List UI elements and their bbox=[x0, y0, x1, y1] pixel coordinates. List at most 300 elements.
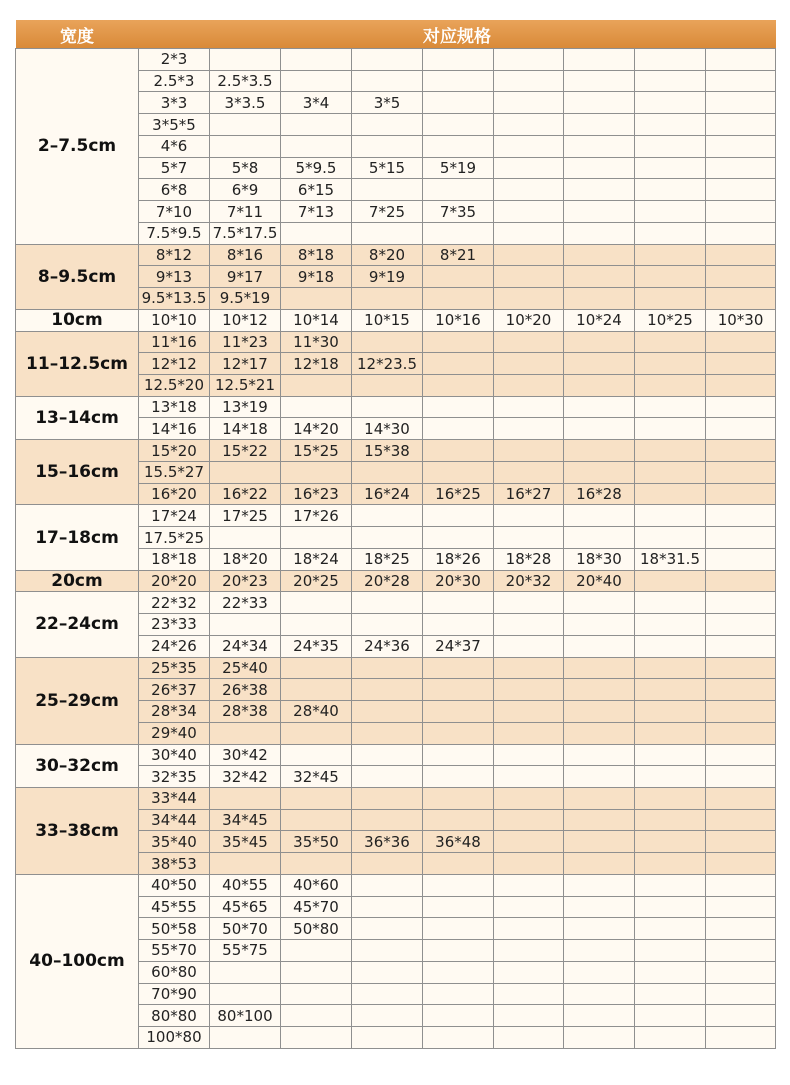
width-range-cell: 8–9.5cm bbox=[16, 244, 139, 309]
empty-cell bbox=[494, 983, 564, 1005]
empty-cell bbox=[423, 983, 494, 1005]
empty-cell bbox=[423, 657, 494, 679]
spec-cell: 14*18 bbox=[210, 418, 281, 440]
spec-cell: 7*13 bbox=[281, 201, 352, 223]
empty-cell bbox=[706, 375, 776, 397]
empty-cell bbox=[210, 614, 281, 636]
empty-cell bbox=[564, 657, 635, 679]
width-range-cell: 10cm bbox=[16, 309, 139, 331]
empty-cell bbox=[352, 896, 423, 918]
empty-cell bbox=[635, 375, 706, 397]
empty-cell bbox=[423, 179, 494, 201]
spec-cell: 14*30 bbox=[352, 418, 423, 440]
empty-cell bbox=[352, 222, 423, 244]
empty-cell bbox=[423, 440, 494, 462]
spec-cell: 10*10 bbox=[139, 309, 210, 331]
empty-cell bbox=[352, 809, 423, 831]
spec-cell: 24*35 bbox=[281, 635, 352, 657]
empty-cell bbox=[423, 940, 494, 962]
empty-cell bbox=[423, 961, 494, 983]
empty-cell bbox=[564, 896, 635, 918]
empty-cell bbox=[564, 49, 635, 71]
table-row bbox=[16, 244, 776, 266]
empty-cell bbox=[635, 70, 706, 92]
empty-cell bbox=[352, 288, 423, 310]
empty-cell bbox=[564, 918, 635, 940]
empty-cell bbox=[494, 201, 564, 223]
empty-cell bbox=[494, 701, 564, 723]
spec-cell: 5*7 bbox=[139, 157, 210, 179]
spec-cell: 2*3 bbox=[139, 49, 210, 71]
spec-cell: 15*22 bbox=[210, 440, 281, 462]
empty-cell bbox=[423, 266, 494, 288]
empty-cell bbox=[564, 288, 635, 310]
spec-cell: 30*40 bbox=[139, 744, 210, 766]
empty-cell bbox=[494, 744, 564, 766]
empty-cell bbox=[281, 288, 352, 310]
spec-cell: 10*14 bbox=[281, 309, 352, 331]
empty-cell bbox=[210, 49, 281, 71]
spec-cell: 28*38 bbox=[210, 701, 281, 723]
empty-cell bbox=[706, 766, 776, 788]
spec-cell: 18*18 bbox=[139, 548, 210, 570]
empty-cell bbox=[635, 396, 706, 418]
empty-cell bbox=[423, 809, 494, 831]
spec-cell: 7*25 bbox=[352, 201, 423, 223]
empty-cell bbox=[706, 722, 776, 744]
empty-cell bbox=[281, 461, 352, 483]
empty-cell bbox=[564, 353, 635, 375]
spec-column-header: 对应规格 bbox=[139, 20, 776, 49]
empty-cell bbox=[706, 114, 776, 136]
spec-cell: 16*23 bbox=[281, 483, 352, 505]
spec-cell: 9*19 bbox=[352, 266, 423, 288]
empty-cell bbox=[352, 679, 423, 701]
spec-cell: 9.5*19 bbox=[210, 288, 281, 310]
spec-cell: 28*40 bbox=[281, 701, 352, 723]
spec-cell: 14*16 bbox=[139, 418, 210, 440]
empty-cell bbox=[635, 1027, 706, 1049]
empty-cell bbox=[494, 92, 564, 114]
spec-cell: 9*13 bbox=[139, 266, 210, 288]
spec-cell: 30*42 bbox=[210, 744, 281, 766]
spec-cell: 50*80 bbox=[281, 918, 352, 940]
empty-cell bbox=[706, 657, 776, 679]
empty-cell bbox=[635, 440, 706, 462]
empty-cell bbox=[706, 179, 776, 201]
spec-cell: 7*11 bbox=[210, 201, 281, 223]
empty-cell bbox=[423, 701, 494, 723]
empty-cell bbox=[281, 49, 352, 71]
spec-cell: 7.5*9.5 bbox=[139, 222, 210, 244]
empty-cell bbox=[494, 635, 564, 657]
spec-cell: 40*55 bbox=[210, 874, 281, 896]
empty-cell bbox=[635, 114, 706, 136]
empty-cell bbox=[706, 744, 776, 766]
empty-cell bbox=[494, 1027, 564, 1049]
table-row bbox=[16, 440, 776, 462]
empty-cell bbox=[564, 527, 635, 549]
empty-cell bbox=[210, 135, 281, 157]
empty-cell bbox=[706, 1027, 776, 1049]
empty-cell bbox=[281, 809, 352, 831]
spec-cell: 29*40 bbox=[139, 722, 210, 744]
spec-cell: 20*28 bbox=[352, 570, 423, 592]
table-row bbox=[16, 396, 776, 418]
width-range-cell: 17–18cm bbox=[16, 505, 139, 570]
empty-cell bbox=[352, 461, 423, 483]
spec-cell: 34*45 bbox=[210, 809, 281, 831]
spec-cell: 8*18 bbox=[281, 244, 352, 266]
empty-cell bbox=[494, 222, 564, 244]
empty-cell bbox=[706, 461, 776, 483]
spec-cell: 5*9.5 bbox=[281, 157, 352, 179]
spec-cell: 7.5*17.5 bbox=[210, 222, 281, 244]
width-range-cell: 25–29cm bbox=[16, 657, 139, 744]
empty-cell bbox=[564, 787, 635, 809]
empty-cell bbox=[706, 505, 776, 527]
width-range-cell: 22–24cm bbox=[16, 592, 139, 657]
spec-cell: 20*23 bbox=[210, 570, 281, 592]
empty-cell bbox=[423, 1005, 494, 1027]
spec-cell: 16*28 bbox=[564, 483, 635, 505]
empty-cell bbox=[706, 809, 776, 831]
empty-cell bbox=[494, 179, 564, 201]
empty-cell bbox=[564, 440, 635, 462]
spec-cell: 4*6 bbox=[139, 135, 210, 157]
empty-cell bbox=[635, 635, 706, 657]
empty-cell bbox=[494, 787, 564, 809]
empty-cell bbox=[706, 331, 776, 353]
empty-cell bbox=[352, 179, 423, 201]
empty-cell bbox=[564, 92, 635, 114]
empty-cell bbox=[564, 114, 635, 136]
empty-cell bbox=[635, 266, 706, 288]
empty-cell bbox=[564, 201, 635, 223]
empty-cell bbox=[564, 766, 635, 788]
spec-cell: 10*30 bbox=[706, 309, 776, 331]
empty-cell bbox=[494, 722, 564, 744]
empty-cell bbox=[564, 874, 635, 896]
spec-cell: 35*40 bbox=[139, 831, 210, 853]
empty-cell bbox=[494, 766, 564, 788]
empty-cell bbox=[281, 114, 352, 136]
spec-cell: 17*26 bbox=[281, 505, 352, 527]
spec-cell: 40*50 bbox=[139, 874, 210, 896]
empty-cell bbox=[423, 918, 494, 940]
spec-cell: 13*19 bbox=[210, 396, 281, 418]
empty-cell bbox=[281, 70, 352, 92]
empty-cell bbox=[706, 396, 776, 418]
empty-cell bbox=[635, 918, 706, 940]
empty-cell bbox=[352, 1005, 423, 1027]
spec-cell: 18*28 bbox=[494, 548, 564, 570]
spec-cell: 8*16 bbox=[210, 244, 281, 266]
spec-cell: 11*23 bbox=[210, 331, 281, 353]
empty-cell bbox=[494, 896, 564, 918]
empty-cell bbox=[281, 614, 352, 636]
spec-cell: 32*45 bbox=[281, 766, 352, 788]
empty-cell bbox=[494, 918, 564, 940]
empty-cell bbox=[210, 1027, 281, 1049]
empty-cell bbox=[706, 201, 776, 223]
spec-cell: 45*65 bbox=[210, 896, 281, 918]
empty-cell bbox=[423, 505, 494, 527]
empty-cell bbox=[423, 331, 494, 353]
empty-cell bbox=[706, 92, 776, 114]
empty-cell bbox=[564, 679, 635, 701]
empty-cell bbox=[494, 874, 564, 896]
empty-cell bbox=[706, 961, 776, 983]
spec-cell: 20*32 bbox=[494, 570, 564, 592]
empty-cell bbox=[423, 353, 494, 375]
spec-cell: 9*17 bbox=[210, 266, 281, 288]
empty-cell bbox=[635, 288, 706, 310]
empty-cell bbox=[706, 896, 776, 918]
empty-cell bbox=[281, 679, 352, 701]
empty-cell bbox=[210, 787, 281, 809]
empty-cell bbox=[635, 157, 706, 179]
spec-cell: 60*80 bbox=[139, 961, 210, 983]
empty-cell bbox=[281, 135, 352, 157]
empty-cell bbox=[494, 49, 564, 71]
empty-cell bbox=[494, 396, 564, 418]
spec-cell: 33*44 bbox=[139, 787, 210, 809]
empty-cell bbox=[423, 614, 494, 636]
empty-cell bbox=[706, 244, 776, 266]
empty-cell bbox=[423, 92, 494, 114]
empty-cell bbox=[423, 222, 494, 244]
empty-cell bbox=[494, 505, 564, 527]
width-range-cell: 30–32cm bbox=[16, 744, 139, 787]
spec-cell: 6*9 bbox=[210, 179, 281, 201]
empty-cell bbox=[706, 853, 776, 875]
empty-cell bbox=[352, 505, 423, 527]
empty-cell bbox=[494, 244, 564, 266]
empty-cell bbox=[635, 331, 706, 353]
empty-cell bbox=[281, 592, 352, 614]
empty-cell bbox=[210, 722, 281, 744]
empty-cell bbox=[706, 679, 776, 701]
empty-cell bbox=[494, 853, 564, 875]
empty-cell bbox=[494, 831, 564, 853]
empty-cell bbox=[635, 614, 706, 636]
empty-cell bbox=[423, 70, 494, 92]
empty-cell bbox=[423, 114, 494, 136]
spec-cell: 45*70 bbox=[281, 896, 352, 918]
empty-cell bbox=[706, 70, 776, 92]
spec-cell: 18*26 bbox=[423, 548, 494, 570]
spec-cell: 10*15 bbox=[352, 309, 423, 331]
spec-cell: 20*40 bbox=[564, 570, 635, 592]
spec-cell: 55*75 bbox=[210, 940, 281, 962]
empty-cell bbox=[706, 135, 776, 157]
empty-cell bbox=[564, 592, 635, 614]
empty-cell bbox=[564, 744, 635, 766]
empty-cell bbox=[423, 1027, 494, 1049]
empty-cell bbox=[635, 505, 706, 527]
spec-cell: 10*16 bbox=[423, 309, 494, 331]
spec-cell: 3*3.5 bbox=[210, 92, 281, 114]
spec-cell: 10*20 bbox=[494, 309, 564, 331]
spec-cell: 20*30 bbox=[423, 570, 494, 592]
empty-cell bbox=[352, 614, 423, 636]
empty-cell bbox=[494, 353, 564, 375]
empty-cell bbox=[635, 418, 706, 440]
spec-cell: 32*35 bbox=[139, 766, 210, 788]
spec-cell: 16*20 bbox=[139, 483, 210, 505]
spec-cell: 16*22 bbox=[210, 483, 281, 505]
empty-cell bbox=[494, 440, 564, 462]
empty-cell bbox=[423, 679, 494, 701]
spec-cell: 32*42 bbox=[210, 766, 281, 788]
spec-cell: 45*55 bbox=[139, 896, 210, 918]
empty-cell bbox=[352, 722, 423, 744]
spec-cell: 34*44 bbox=[139, 809, 210, 831]
empty-cell bbox=[423, 744, 494, 766]
empty-cell bbox=[281, 853, 352, 875]
empty-cell bbox=[635, 1005, 706, 1027]
spec-cell: 50*58 bbox=[139, 918, 210, 940]
empty-cell bbox=[635, 940, 706, 962]
empty-cell bbox=[281, 657, 352, 679]
table-row bbox=[16, 592, 776, 614]
empty-cell bbox=[635, 592, 706, 614]
empty-cell bbox=[706, 288, 776, 310]
empty-cell bbox=[564, 635, 635, 657]
spec-cell: 5*15 bbox=[352, 157, 423, 179]
empty-cell bbox=[352, 983, 423, 1005]
empty-cell bbox=[564, 70, 635, 92]
spec-cell: 12*12 bbox=[139, 353, 210, 375]
spec-cell: 16*25 bbox=[423, 483, 494, 505]
spec-cell: 24*36 bbox=[352, 635, 423, 657]
spec-cell: 3*4 bbox=[281, 92, 352, 114]
spec-cell: 18*20 bbox=[210, 548, 281, 570]
empty-cell bbox=[564, 722, 635, 744]
empty-cell bbox=[706, 874, 776, 896]
empty-cell bbox=[423, 527, 494, 549]
width-range-cell: 33–38cm bbox=[16, 787, 139, 874]
empty-cell bbox=[635, 179, 706, 201]
spec-cell: 25*35 bbox=[139, 657, 210, 679]
empty-cell bbox=[352, 135, 423, 157]
table-row bbox=[16, 331, 776, 353]
spec-cell: 14*20 bbox=[281, 418, 352, 440]
empty-cell bbox=[281, 375, 352, 397]
empty-cell bbox=[423, 592, 494, 614]
empty-cell bbox=[494, 614, 564, 636]
spec-cell: 3*3 bbox=[139, 92, 210, 114]
empty-cell bbox=[706, 266, 776, 288]
spec-cell: 8*21 bbox=[423, 244, 494, 266]
empty-cell bbox=[564, 157, 635, 179]
empty-cell bbox=[210, 961, 281, 983]
empty-cell bbox=[210, 527, 281, 549]
empty-cell bbox=[635, 831, 706, 853]
empty-cell bbox=[564, 418, 635, 440]
empty-cell bbox=[564, 244, 635, 266]
empty-cell bbox=[281, 527, 352, 549]
empty-cell bbox=[706, 418, 776, 440]
spec-cell: 24*34 bbox=[210, 635, 281, 657]
spec-cell: 15*25 bbox=[281, 440, 352, 462]
empty-cell bbox=[494, 266, 564, 288]
empty-cell bbox=[494, 679, 564, 701]
empty-cell bbox=[494, 809, 564, 831]
empty-cell bbox=[564, 701, 635, 723]
spec-cell: 35*50 bbox=[281, 831, 352, 853]
spec-cell: 20*25 bbox=[281, 570, 352, 592]
empty-cell bbox=[635, 744, 706, 766]
empty-cell bbox=[494, 331, 564, 353]
empty-cell bbox=[706, 983, 776, 1005]
empty-cell bbox=[706, 787, 776, 809]
empty-cell bbox=[564, 222, 635, 244]
empty-cell bbox=[352, 114, 423, 136]
spec-cell: 10*24 bbox=[564, 309, 635, 331]
empty-cell bbox=[564, 396, 635, 418]
spec-cell: 9.5*13.5 bbox=[139, 288, 210, 310]
table-row bbox=[16, 49, 776, 71]
empty-cell bbox=[352, 787, 423, 809]
spec-cell: 8*12 bbox=[139, 244, 210, 266]
spec-cell: 24*26 bbox=[139, 635, 210, 657]
empty-cell bbox=[210, 853, 281, 875]
width-range-cell: 40–100cm bbox=[16, 874, 139, 1048]
empty-cell bbox=[210, 114, 281, 136]
empty-cell bbox=[635, 853, 706, 875]
spec-cell: 18*31.5 bbox=[635, 548, 706, 570]
empty-cell bbox=[635, 961, 706, 983]
spec-cell: 18*25 bbox=[352, 548, 423, 570]
empty-cell bbox=[423, 853, 494, 875]
empty-cell bbox=[494, 961, 564, 983]
empty-cell bbox=[635, 722, 706, 744]
empty-cell bbox=[635, 896, 706, 918]
spec-cell: 23*33 bbox=[139, 614, 210, 636]
empty-cell bbox=[423, 396, 494, 418]
empty-cell bbox=[352, 940, 423, 962]
spec-cell: 3*5 bbox=[352, 92, 423, 114]
spec-cell: 10*12 bbox=[210, 309, 281, 331]
spec-cell: 50*70 bbox=[210, 918, 281, 940]
empty-cell bbox=[423, 722, 494, 744]
empty-cell bbox=[635, 353, 706, 375]
spec-cell: 11*16 bbox=[139, 331, 210, 353]
spec-cell: 15*20 bbox=[139, 440, 210, 462]
spec-cell: 16*24 bbox=[352, 483, 423, 505]
empty-cell bbox=[494, 375, 564, 397]
spec-cell: 12*18 bbox=[281, 353, 352, 375]
table-header-row bbox=[16, 20, 776, 49]
size-spec-table bbox=[15, 20, 776, 1049]
empty-cell bbox=[564, 940, 635, 962]
spec-cell: 7*35 bbox=[423, 201, 494, 223]
spec-cell: 26*37 bbox=[139, 679, 210, 701]
empty-cell bbox=[635, 874, 706, 896]
empty-cell bbox=[281, 983, 352, 1005]
empty-cell bbox=[635, 679, 706, 701]
empty-cell bbox=[635, 657, 706, 679]
empty-cell bbox=[281, 1027, 352, 1049]
spec-cell: 17.5*25 bbox=[139, 527, 210, 549]
empty-cell bbox=[635, 461, 706, 483]
empty-cell bbox=[635, 201, 706, 223]
empty-cell bbox=[210, 983, 281, 1005]
spec-cell: 8*20 bbox=[352, 244, 423, 266]
empty-cell bbox=[635, 701, 706, 723]
